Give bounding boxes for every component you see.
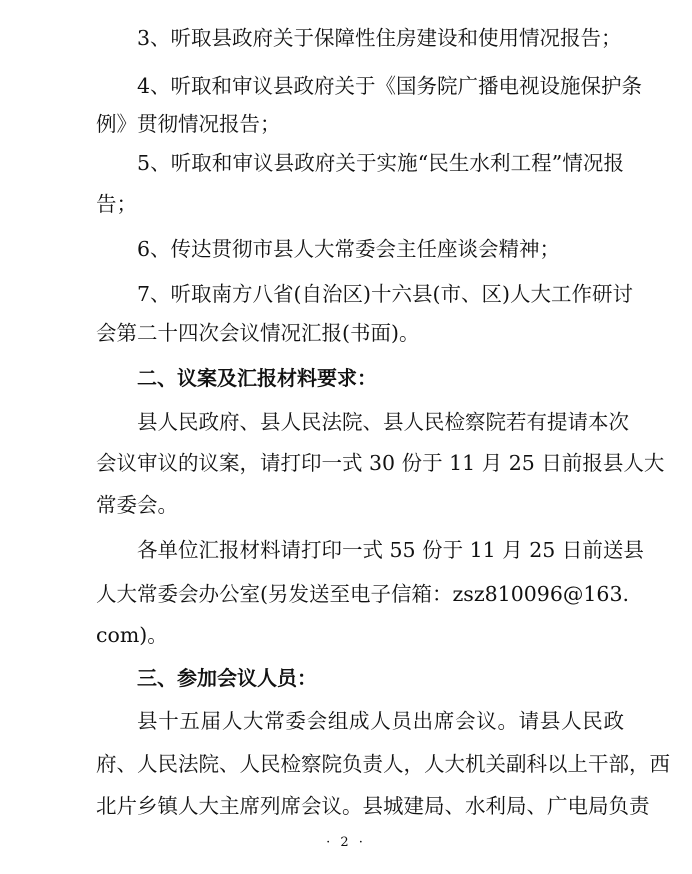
item-6-line-1: 6、传达贯彻市县人大常委会主任座谈会精神； <box>137 237 561 261</box>
attendee-para-line-2: 府、人民法院、人民检察院负责人，人大机关副科以上干部，西 <box>96 752 670 776</box>
motion-para-line-2: 会议审议的议案，请打印一式 30 份于 11 月 25 日前报县人大 <box>96 451 665 475</box>
page-number: · 2 · <box>326 835 366 850</box>
report-para-line-2: 人大常委会办公室(另发送至电子信箱：zsz810096@163. <box>96 582 630 606</box>
item-4-line-2: 例》贯彻情况报告； <box>96 112 281 136</box>
attendee-para-line-1: 县十五届人大常委会组成人员出席会议。请县人民政 <box>137 709 624 733</box>
item-7-line-1: 7、听取南方八省(自治区)十六县(市、区)人大工作研讨 <box>137 282 634 306</box>
item-7-line-2: 会第二十四次会议情况汇报(书面)。 <box>96 321 420 345</box>
item-5-line-2: 告； <box>96 192 137 216</box>
report-para-line-3: com)。 <box>96 623 168 647</box>
section-heading-2: 二、议案及汇报材料要求： <box>137 366 377 390</box>
item-4-line-1: 4、听取和审议县政府关于《国务院广播电视设施保护条 <box>137 74 643 98</box>
section-heading-3: 三、参加会议人员： <box>137 666 317 690</box>
item-3-line-1: 3、听取县政府关于保障性住房建设和使用情况报告； <box>137 26 622 50</box>
motion-para-line-1: 县人民政府、县人民法院、县人民检察院若有提请本次 <box>137 410 629 434</box>
motion-para-line-3: 常委会。 <box>96 493 178 517</box>
item-5-line-1: 5、听取和审议县政府关于实施“民生水利工程”情况报 <box>137 151 624 175</box>
report-para-line-1: 各单位汇报材料请打印一式 55 份于 11 月 25 日前送县 <box>137 538 644 562</box>
attendee-para-line-3: 北片乡镇人大主席列席会议。县城建局、水利局、广电局负责 <box>96 794 650 818</box>
